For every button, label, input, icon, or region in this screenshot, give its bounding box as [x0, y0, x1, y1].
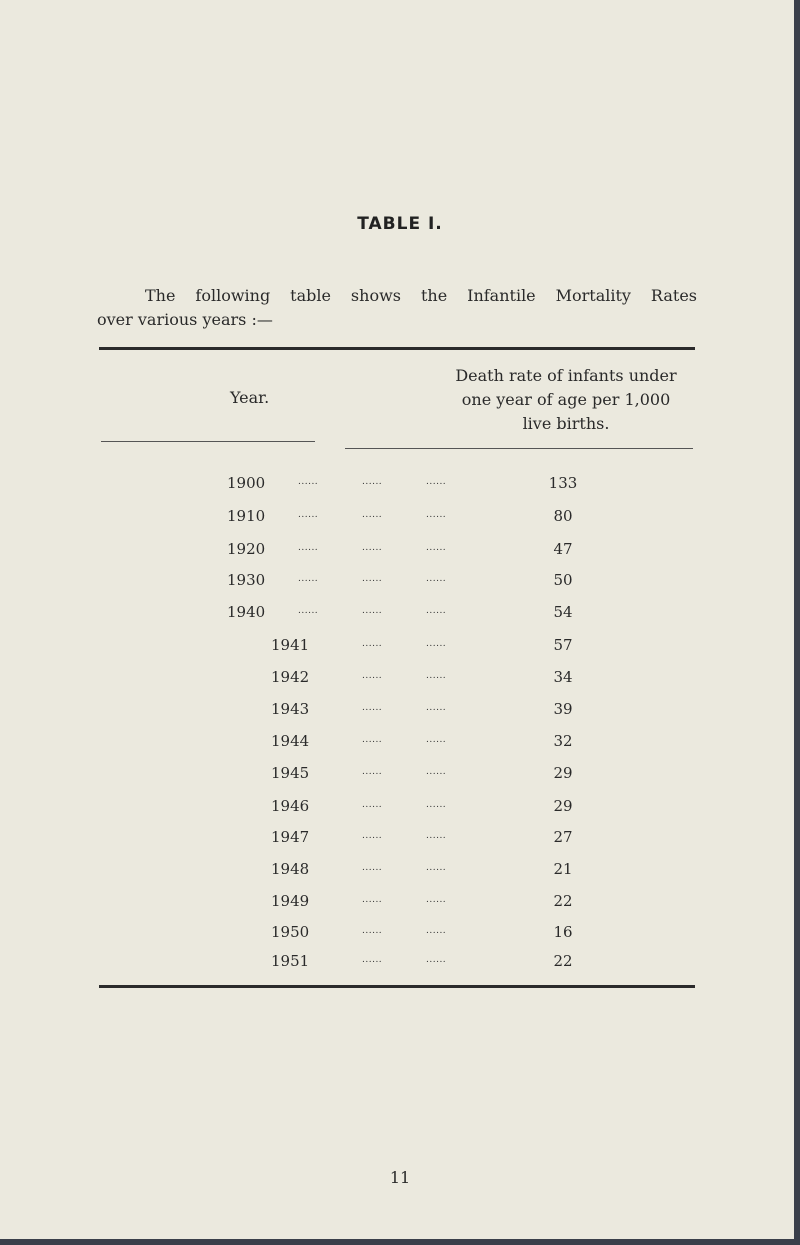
table-row: [0, 860, 800, 882]
year-cell: 1900: [227, 474, 266, 492]
leader-dots: ......: [426, 510, 447, 520]
leader-dots: ......: [426, 800, 447, 810]
death-rate-header-line-3: live births.: [522, 414, 610, 433]
year-cell: 1950: [271, 923, 310, 941]
leader-dots: ......: [362, 800, 383, 810]
leader-dots: ......: [298, 510, 319, 520]
leader-dots: ......: [362, 926, 383, 936]
leader-dots: ......: [426, 863, 447, 873]
leader-dots: ......: [362, 895, 383, 905]
rate-cell: 34: [553, 668, 573, 686]
leader-dots: ......: [362, 767, 383, 777]
year-column-header: Year.: [230, 388, 270, 407]
leader-dots: ......: [298, 574, 319, 584]
table-row: [0, 668, 800, 690]
year-cell: 1940: [227, 603, 266, 621]
leader-dots: ......: [426, 477, 447, 487]
leader-dots: ......: [298, 543, 319, 553]
table-row: [0, 571, 800, 593]
leader-dots: ......: [362, 863, 383, 873]
year-cell: 1947: [271, 828, 310, 846]
year-cell: 1949: [271, 892, 310, 910]
leader-dots: ......: [426, 926, 447, 936]
table-row: [0, 700, 800, 722]
intro-line-1: The following table shows the Infantile Mortality Rates: [145, 286, 697, 305]
leader-dots: ......: [362, 606, 383, 616]
rate-cell: 27: [553, 828, 573, 846]
table-row: [0, 474, 800, 496]
death-rate-header-line-1: Death rate of infants under: [455, 366, 677, 385]
leader-dots: ......: [362, 955, 383, 965]
year-cell: 1920: [227, 540, 266, 558]
rate-cell: 32: [553, 732, 573, 750]
leader-dots: ......: [426, 767, 447, 777]
rate-cell: 22: [553, 892, 573, 910]
leader-dots: ......: [362, 639, 383, 649]
rate-cell: 39: [553, 700, 573, 718]
year-cell: 1943: [271, 700, 310, 718]
rate-cell: 47: [553, 540, 573, 558]
table-row: [0, 764, 800, 786]
leader-dots: ......: [426, 671, 447, 681]
rate-cell: 21: [553, 860, 573, 878]
leader-dots: ......: [426, 574, 447, 584]
year-cell: 1948: [271, 860, 310, 878]
intro-line-2: over various years :—: [97, 310, 273, 329]
rate-cell: 133: [548, 474, 578, 492]
rate-cell: 29: [553, 764, 573, 782]
leader-dots: ......: [362, 703, 383, 713]
death-rate-header-line-2: one year of age per 1,000: [461, 390, 671, 409]
table-row: [0, 636, 800, 658]
leader-dots: ......: [362, 477, 383, 487]
leader-dots: ......: [426, 895, 447, 905]
table-row: [0, 797, 800, 819]
leader-dots: ......: [298, 606, 319, 616]
leader-dots: ......: [362, 671, 383, 681]
table-row: [0, 603, 800, 625]
leader-dots: ......: [362, 574, 383, 584]
year-cell: 1942: [271, 668, 310, 686]
leader-dots: ......: [426, 606, 447, 616]
table-row: [0, 540, 800, 562]
year-cell: 1944: [271, 732, 310, 750]
year-cell: 1946: [271, 797, 310, 815]
table-row: [0, 507, 800, 529]
page-number: 11: [389, 1168, 411, 1187]
rate-cell: 57: [553, 636, 573, 654]
table-row: [0, 923, 800, 945]
leader-dots: ......: [426, 543, 447, 553]
leader-dots: ......: [362, 543, 383, 553]
leader-dots: ......: [426, 703, 447, 713]
table-row: [0, 952, 800, 974]
rate-cell: 16: [553, 923, 573, 941]
table-bottom-rule: [99, 985, 695, 988]
year-cell: 1945: [271, 764, 310, 782]
table-title: TABLE I.: [357, 214, 443, 234]
rate-cell: 80: [553, 507, 573, 525]
leader-dots: ......: [362, 510, 383, 520]
rate-cell: 29: [553, 797, 573, 815]
rate-cell: 54: [553, 603, 573, 621]
year-cell: 1941: [271, 636, 310, 654]
rate-cell: 22: [553, 952, 573, 970]
table-row: [0, 892, 800, 914]
leader-dots: ......: [426, 831, 447, 841]
leader-dots: ......: [362, 831, 383, 841]
leader-dots: ......: [426, 735, 447, 745]
table-row: [0, 828, 800, 850]
leader-dots: ......: [426, 955, 447, 965]
leader-dots: ......: [426, 639, 447, 649]
year-cell: 1951: [271, 952, 310, 970]
leader-dots: ......: [362, 735, 383, 745]
year-cell: 1930: [227, 571, 266, 589]
year-cell: 1910: [227, 507, 266, 525]
rate-cell: 50: [553, 571, 573, 589]
table-row: [0, 732, 800, 754]
leader-dots: ......: [298, 477, 319, 487]
